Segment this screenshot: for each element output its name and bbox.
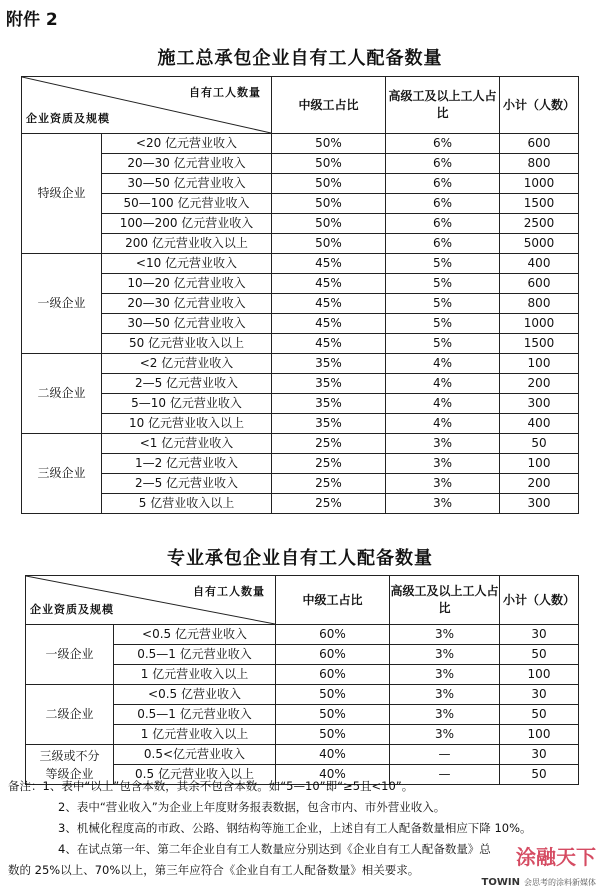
table2-title: 专业承包企业自有工人配备数量 — [167, 548, 433, 569]
group-name-cell: 三级企业 — [22, 434, 102, 514]
header-mid-ratio: 中级工占比 — [272, 77, 386, 134]
mid-ratio-cell: 45% — [272, 294, 386, 314]
senior-ratio-cell: 6% — [386, 234, 500, 254]
senior-ratio-cell: 4% — [386, 414, 500, 434]
senior-ratio-cell: 5% — [386, 314, 500, 334]
senior-ratio-cell: 3% — [386, 434, 500, 454]
scale-cell: <1 亿元营业收入 — [102, 434, 272, 454]
group-name-cell: 特级企业 — [22, 134, 102, 254]
table-row — [22, 194, 579, 214]
subtotal-cell: 800 — [500, 154, 579, 174]
senior-ratio-cell: 4% — [386, 354, 500, 374]
mid-ratio-cell: 45% — [272, 254, 386, 274]
mid-ratio-cell: 35% — [272, 374, 386, 394]
subtotal-cell: 800 — [500, 294, 579, 314]
subtotal-cell: 100 — [500, 665, 579, 685]
scale-cell: 50—100 亿元营业收入 — [102, 194, 272, 214]
mid-ratio-cell: 50% — [276, 725, 390, 745]
scale-cell: 30—50 亿元营业收入 — [102, 314, 272, 334]
subtotal-cell: 50 — [500, 434, 579, 454]
senior-ratio-cell: 6% — [386, 214, 500, 234]
scale-cell: 20—30 亿元营业收入 — [102, 294, 272, 314]
scale-cell: <0.5 亿元营业收入 — [114, 625, 276, 645]
mid-ratio-cell: 35% — [272, 394, 386, 414]
subtotal-cell: 200 — [500, 474, 579, 494]
scale-cell: <2 亿元营业收入 — [102, 354, 272, 374]
subtotal-cell: 2500 — [500, 214, 579, 234]
scale-cell: 5—10 亿元营业收入 — [102, 394, 272, 414]
subtotal-cell: 1500 — [500, 194, 579, 214]
header-senior-ratio: 高级工及以上工人占比 — [386, 77, 500, 134]
table-row — [22, 314, 579, 334]
scale-cell: 1—2 亿元营业收入 — [102, 454, 272, 474]
header-worker-count: 自有工人数量 — [189, 86, 261, 99]
table-row — [22, 234, 579, 254]
mid-ratio-cell: 60% — [276, 645, 390, 665]
senior-ratio-cell: 3% — [390, 685, 500, 705]
scale-cell: <10 亿元营业收入 — [102, 254, 272, 274]
table-row — [22, 134, 579, 154]
senior-ratio-cell: 3% — [390, 665, 500, 685]
subtotal-cell: 1000 — [500, 174, 579, 194]
mid-ratio-cell: 50% — [276, 705, 390, 725]
note-4: 4、在试点第一年、第二年企业自有工人数量应分别达到《企业自有工人配备数量》总 — [58, 842, 491, 856]
table-row — [22, 494, 579, 514]
mid-ratio-cell: 45% — [272, 274, 386, 294]
subtotal-cell: 30 — [500, 625, 579, 645]
header-worker-count: 自有工人数量 — [193, 585, 265, 598]
senior-ratio-cell: 6% — [386, 174, 500, 194]
senior-ratio-cell: 3% — [390, 645, 500, 665]
table-row — [22, 434, 579, 454]
group-name-cell: 二级企业 — [26, 685, 114, 745]
senior-ratio-cell: 6% — [386, 194, 500, 214]
scale-cell: 1 亿元营业收入以上 — [114, 665, 276, 685]
header-senior-ratio: 高级工及以上工人占比 — [390, 576, 500, 625]
mid-ratio-cell: 25% — [272, 434, 386, 454]
senior-ratio-cell: 5% — [386, 294, 500, 314]
mid-ratio-cell: 40% — [276, 745, 390, 765]
table-row — [22, 374, 579, 394]
mid-ratio-cell: 60% — [276, 665, 390, 685]
table-row — [26, 625, 579, 645]
subtotal-cell: 400 — [500, 254, 579, 274]
subtotal-cell: 100 — [500, 725, 579, 745]
header-qualification-scale: 企业资质及规模 — [30, 603, 114, 616]
mid-ratio-cell: 60% — [276, 625, 390, 645]
scale-cell: 100—200 亿元营业收入 — [102, 214, 272, 234]
subtotal-cell: 50 — [500, 705, 579, 725]
scale-cell: <20 亿元营业收入 — [102, 134, 272, 154]
mid-ratio-cell: 25% — [272, 474, 386, 494]
scale-cell: 2—5 亿元营业收入 — [102, 374, 272, 394]
table-row — [22, 334, 579, 354]
mid-ratio-cell: 50% — [272, 174, 386, 194]
diagonal-header-cell — [22, 77, 272, 134]
mid-ratio-cell: 35% — [272, 354, 386, 374]
table-row — [22, 474, 579, 494]
header-subtotal: 小计（人数） — [500, 77, 579, 134]
senior-ratio-cell: 3% — [386, 454, 500, 474]
senior-ratio-cell: 3% — [390, 625, 500, 645]
mid-ratio-cell: 50% — [272, 134, 386, 154]
table-row — [22, 174, 579, 194]
table-row — [22, 394, 579, 414]
subtotal-cell: 100 — [500, 354, 579, 374]
subtotal-cell: 1000 — [500, 314, 579, 334]
header-subtotal: 小计（人数） — [500, 576, 579, 625]
header-qualification-scale: 企业资质及规模 — [26, 112, 110, 125]
mid-ratio-cell: 50% — [276, 685, 390, 705]
subtotal-cell: 600 — [500, 274, 579, 294]
senior-ratio-cell: 6% — [386, 134, 500, 154]
senior-ratio-cell: 3% — [386, 474, 500, 494]
header-mid-ratio: 中级工占比 — [276, 576, 390, 625]
subtotal-cell: 1500 — [500, 334, 579, 354]
mid-ratio-cell: 50% — [272, 214, 386, 234]
scale-cell: 1 亿元营业收入以上 — [114, 725, 276, 745]
mid-ratio-cell: 35% — [272, 414, 386, 434]
scale-cell: 0.5—1 亿元营业收入 — [114, 705, 276, 725]
group-name-cell: 一级企业 — [26, 625, 114, 685]
table-row — [22, 454, 579, 474]
table-row — [26, 685, 579, 705]
table-row — [22, 154, 579, 174]
note-4-continued: 数的 25%以上、70%以上，第三年应符合《企业自有工人配备数量》相关要求。 — [8, 863, 420, 877]
scale-cell: <0.5 亿营业收入 — [114, 685, 276, 705]
header-row — [26, 576, 579, 625]
scale-cell: 30—50 亿元营业收入 — [102, 174, 272, 194]
note-2: 2、表中“营业收入”为企业上年度财务报表数据，包含市内、市外营业收入。 — [58, 800, 446, 814]
group-name-cell: 一级企业 — [22, 254, 102, 354]
table-row — [22, 414, 579, 434]
senior-ratio-cell: 6% — [386, 154, 500, 174]
table-row — [22, 274, 579, 294]
subtotal-cell: 50 — [500, 645, 579, 665]
note-3: 3、机械化程度高的市政、公路、钢结构等施工企业，上述自有工人配备数量相应下降 10%。 — [58, 821, 532, 835]
subtotal-cell: 5000 — [500, 234, 579, 254]
senior-ratio-cell: 5% — [386, 254, 500, 274]
subtotal-cell: 400 — [500, 414, 579, 434]
subtotal-cell: 50 — [500, 765, 579, 785]
scale-cell: 0.5 亿元营业收入以上 — [114, 765, 276, 785]
table-row — [22, 214, 579, 234]
group-name-cell: 三级或不分等级企业 — [26, 745, 114, 785]
subtotal-cell: 30 — [500, 745, 579, 765]
diagonal-header-cell — [26, 576, 276, 625]
table-row — [26, 745, 579, 765]
senior-ratio-cell: 4% — [386, 394, 500, 414]
group-name-cell: 二级企业 — [22, 354, 102, 434]
senior-ratio-cell: — — [390, 745, 500, 765]
table-row — [22, 294, 579, 314]
senior-ratio-cell: — — [390, 765, 500, 785]
senior-ratio-cell: 4% — [386, 374, 500, 394]
subtotal-cell: 600 — [500, 134, 579, 154]
scale-cell: 10 亿元营业收入以上 — [102, 414, 272, 434]
scale-cell: 2—5 亿元营业收入 — [102, 474, 272, 494]
table1-title: 施工总承包企业自有工人配备数量 — [157, 48, 443, 69]
senior-ratio-cell: 3% — [390, 725, 500, 745]
mid-ratio-cell: 25% — [272, 454, 386, 474]
scale-cell: 50 亿元营业收入以上 — [102, 334, 272, 354]
scale-cell: 200 亿元营业收入以上 — [102, 234, 272, 254]
watermark-logo: 涂融天下 TOWIN 会思考的涂料新媒体 — [481, 845, 596, 888]
table-row — [22, 354, 579, 374]
header-row — [22, 77, 579, 134]
scale-cell: 20—30 亿元营业收入 — [102, 154, 272, 174]
senior-ratio-cell: 5% — [386, 274, 500, 294]
mid-ratio-cell: 40% — [276, 765, 390, 785]
table-row — [22, 254, 579, 274]
mid-ratio-cell: 50% — [272, 194, 386, 214]
mid-ratio-cell: 25% — [272, 494, 386, 514]
scale-cell: 10—20 亿元营业收入 — [102, 274, 272, 294]
scale-cell: 0.5<亿元营业收入 — [114, 745, 276, 765]
attachment-label: 附件 2 — [6, 10, 58, 30]
senior-ratio-cell: 5% — [386, 334, 500, 354]
scale-cell: 0.5—1 亿元营业收入 — [114, 645, 276, 665]
mid-ratio-cell: 50% — [272, 154, 386, 174]
table1-general-contractor — [21, 76, 579, 514]
mid-ratio-cell: 45% — [272, 334, 386, 354]
subtotal-cell: 30 — [500, 685, 579, 705]
subtotal-cell: 100 — [500, 454, 579, 474]
table2-specialty-contractor — [25, 575, 579, 785]
mid-ratio-cell: 45% — [272, 314, 386, 334]
subtotal-cell: 300 — [500, 394, 579, 414]
scale-cell: 5 亿营业收入以上 — [102, 494, 272, 514]
mid-ratio-cell: 50% — [272, 234, 386, 254]
subtotal-cell: 200 — [500, 374, 579, 394]
note-1: 备注：1、表中“以上”包含本数，其余不包含本数。如“5—10”即“≥5且<10”。 — [8, 779, 414, 793]
subtotal-cell: 300 — [500, 494, 579, 514]
senior-ratio-cell: 3% — [390, 705, 500, 725]
senior-ratio-cell: 3% — [386, 494, 500, 514]
